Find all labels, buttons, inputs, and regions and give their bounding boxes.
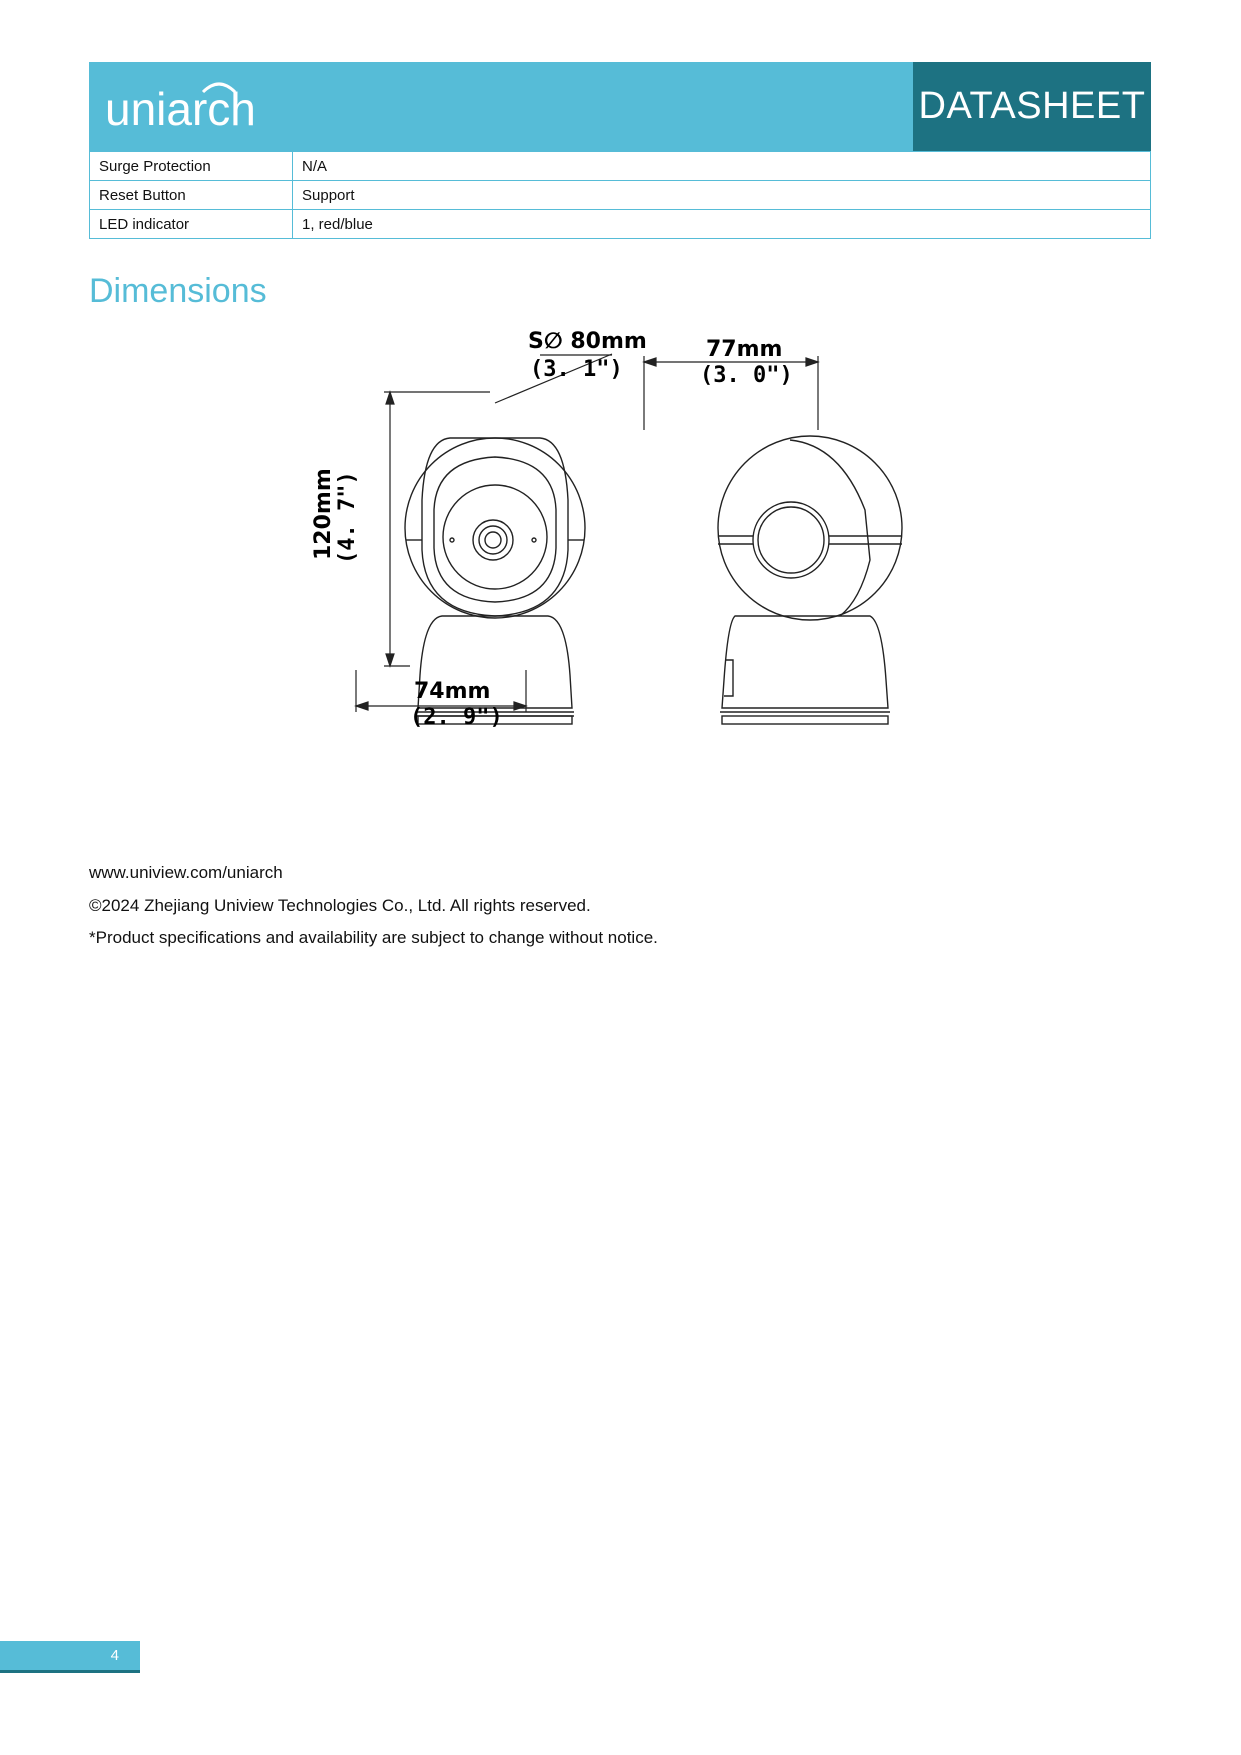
spec-label: LED indicator: [90, 210, 293, 239]
spec-label: Reset Button: [90, 181, 293, 210]
datasheet-label: DATASHEET: [913, 62, 1151, 151]
spec-value: N/A: [293, 152, 1151, 181]
side-sphere: [718, 436, 902, 620]
sphere-in-label: (3. 1"): [530, 357, 623, 382]
disclaimer-text: *Product specifications and availability are subject to change without notice.: [89, 928, 658, 947]
dimension-drawing: [311, 329, 970, 820]
front-face: [443, 485, 547, 589]
depth-mm-label: 77mm: [706, 337, 783, 362]
svg-text:uniarch: uniarch: [105, 83, 256, 135]
front-sphere: [405, 438, 585, 618]
sphere-mm-label: S∅ 80mm: [528, 329, 647, 354]
uniarch-logo: [105, 70, 285, 136]
page-number: 4: [0, 1641, 140, 1673]
side-lens: [753, 502, 829, 578]
header-banner: [89, 62, 1151, 151]
website-link[interactable]: www.uniview.com/uniarch: [89, 863, 283, 882]
copyright-text: ©2024 Zhejiang Uniview Technologies Co., Ltd. All rights reserved.: [89, 896, 591, 915]
spec-label: Surge Protection: [90, 152, 293, 181]
table-row: [90, 152, 1151, 181]
table-row: [90, 210, 1151, 239]
table-row: [90, 181, 1151, 210]
width-in-label: (2. 9"): [410, 705, 503, 730]
depth-in-label: (3. 0"): [700, 363, 793, 388]
height-in-label: (4. 7"): [335, 471, 360, 564]
height-mm-label: 120mm: [311, 468, 336, 560]
section-title: Dimensions: [89, 272, 267, 310]
spec-table: [89, 151, 1151, 239]
side-base: [722, 616, 888, 708]
width-mm-label: 74mm: [414, 679, 491, 704]
spec-value: 1, red/blue: [293, 210, 1151, 239]
spec-value: Support: [293, 181, 1151, 210]
